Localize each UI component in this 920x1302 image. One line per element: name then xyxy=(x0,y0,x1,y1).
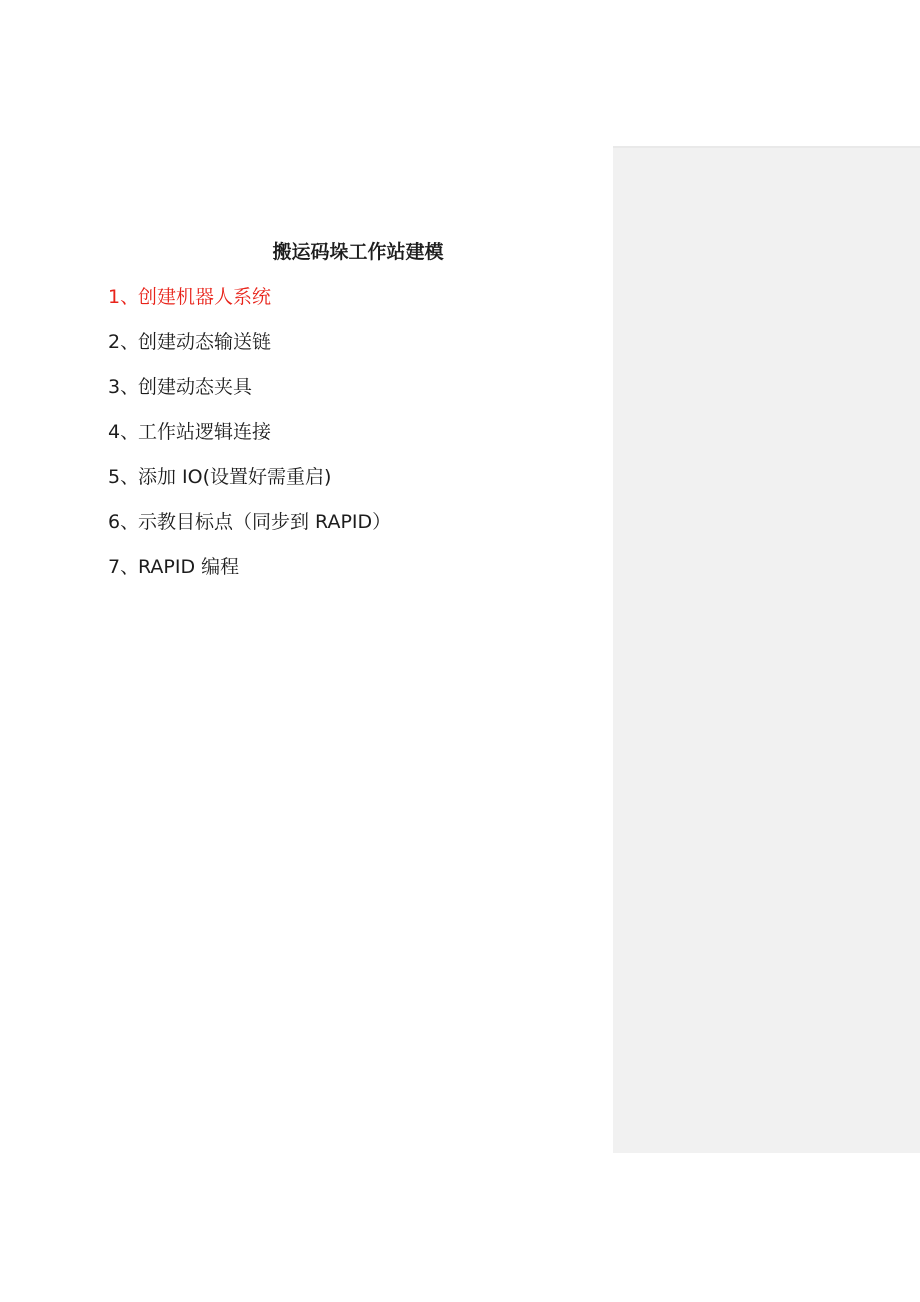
document-content-column xyxy=(108,230,608,590)
list-item-text: 示教目标点（同步到 RAPID） xyxy=(138,511,392,533)
list-item-number: 3、 xyxy=(108,376,140,398)
list-item xyxy=(108,320,608,365)
list-item-text: 添加 IO(设置好需重启) xyxy=(138,466,332,488)
list-item-text: 创建机器人系统 xyxy=(138,286,272,308)
numbered-list xyxy=(108,275,608,590)
list-item-number: 6、 xyxy=(108,511,140,533)
list-item xyxy=(108,455,608,500)
document-title: 搬运码垛工作站建模 xyxy=(272,241,444,263)
list-item xyxy=(108,365,608,410)
list-item xyxy=(108,545,608,590)
list-item-number: 5、 xyxy=(108,466,140,488)
list-item-text: 创建动态输送链 xyxy=(138,331,272,353)
list-item-number: 4、 xyxy=(108,421,140,443)
list-item-text: 创建动态夹具 xyxy=(138,376,253,398)
list-item-number: 2、 xyxy=(108,331,140,353)
list-item-text: RAPID 编程 xyxy=(138,556,240,578)
list-item xyxy=(108,500,608,545)
list-item-number: 7、 xyxy=(108,556,140,578)
list-item-text: 工作站逻辑连接 xyxy=(138,421,272,443)
embedded-image-placeholder xyxy=(613,146,920,1153)
list-item xyxy=(108,410,608,455)
list-item xyxy=(108,275,608,320)
list-item-number: 1、 xyxy=(108,286,140,308)
